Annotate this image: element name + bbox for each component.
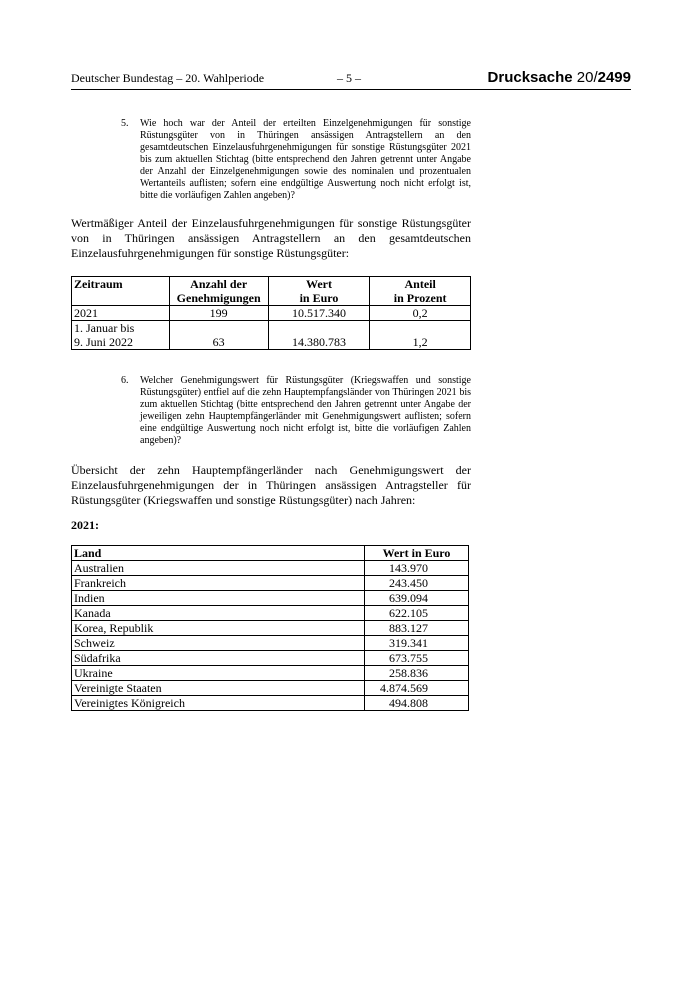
cell-wert: 622.105 <box>365 606 469 621</box>
table-row <box>72 321 471 350</box>
cell-zeitraum <box>72 321 170 350</box>
doc-label: Drucksache <box>487 69 573 86</box>
table-row <box>72 561 469 576</box>
share-table <box>71 276 471 350</box>
table-row <box>72 576 469 591</box>
col-wert-line1: Wert <box>305 277 332 291</box>
page-number: – 5 – <box>337 71 361 85</box>
table-row <box>72 651 469 666</box>
col-zeitraum: Zeitraum <box>72 277 170 306</box>
cell-land: Ukraine <box>72 666 365 681</box>
answer-6-text: Übersicht der zehn Hauptempfängerländer nach Genehmigungswert der Einzelausfuhrgenehmigungen der in Thüringen ansässigen Antragsteller für Rüstungsgüter (Kriegswaffen und sonstige Rüstungsgüter) nach Jahren: <box>71 463 471 507</box>
cell-zeitraum-line2: 9. Juni 2022 <box>74 335 134 349</box>
col-anzahl <box>169 277 268 306</box>
header-parliament: Deutscher Bundestag – 20. Wahlperiode <box>71 71 265 85</box>
cell-wert: 243.450 <box>365 576 469 591</box>
question-6-number: 6. <box>121 375 129 386</box>
col-anteil-line1: Anteil <box>404 277 436 291</box>
cell-zeitraum-line1: 1. Januar bis <box>74 321 135 335</box>
cell-land: Indien <box>72 591 365 606</box>
cell-land: Südafrika <box>72 651 365 666</box>
col-wert-in-euro: Wert in Euro <box>365 546 469 561</box>
doc-num-a: 20/ <box>576 69 598 86</box>
table-row <box>72 696 469 711</box>
cell-anteil: 1,2 <box>370 321 471 350</box>
year-heading: 2021: <box>71 518 99 532</box>
col-land: Land <box>72 546 365 561</box>
cell-wert: 319.341 <box>365 636 469 651</box>
col-anteil-line2: in Prozent <box>393 291 447 305</box>
col-wert-line2: in Euro <box>299 291 339 305</box>
cell-land: Vereinigtes Königreich <box>72 696 365 711</box>
question-6 <box>121 375 471 447</box>
cell-land: Frankreich <box>72 576 365 591</box>
cell-wert: 4.874.569 <box>365 681 469 696</box>
table-row <box>72 606 469 621</box>
cell-wert: 673.755 <box>365 651 469 666</box>
cell-wert: 14.380.783 <box>268 321 370 350</box>
col-anzahl-line1: Anzahl der <box>190 277 248 291</box>
cell-land: Vereinigte Staaten <box>72 681 365 696</box>
header-rule <box>71 89 631 90</box>
question-6-text: Welcher Genehmigungswert für Rüstungsgüter (Kriegswaffen und sonstige Rüstungsgüter) entfiel auf die zehn Hauptempfangsländer von Thüringen 2021 bis zum aktuellen Stichtag (bitte entsprechend den Jahren getrennt unter Angabe der jeweiligen zehn Hauptempfängerländer mit Genehmigungswert auflisten; sofern eine endgültige Auswertung noch nicht erfolgt ist, bitte die vorläufigen Zahlen angeben)? <box>140 375 471 446</box>
page-header <box>71 71 631 89</box>
table-row <box>72 591 469 606</box>
question-5-number: 5. <box>121 118 129 129</box>
cell-zeitraum: 2021 <box>72 306 170 321</box>
question-5-text: Wie hoch war der Anteil der erteilten Einzelgenehmigungen für sonstige Rüstungsgüter von in Thüringen ansässigen Antragstellern an den gesamtdeutschen Einzelausfuhrgenehmigungen für sonstige Rüstungsgüter 2021 bis zum aktuellen Stichtag (bitte entsprechend den Jahren getrennt unter Angabe der Anzahl der Einzelgenehmigungen sowie des nominalen und prozentualen Wertanteils auflisten; sofern eine endgültige Auswertung noch nicht erfolgt ist, bitte die vorläufigen Zahlen angeben)? <box>140 118 471 201</box>
cell-wert: 639.094 <box>365 591 469 606</box>
cell-anzahl: 63 <box>169 321 268 350</box>
cell-land: Australien <box>72 561 365 576</box>
cell-wert: 143.970 <box>365 561 469 576</box>
cell-land: Korea, Republik <box>72 621 365 636</box>
cell-wert: 494.808 <box>365 696 469 711</box>
table-row <box>72 636 469 651</box>
doc-num-b: 2499 <box>597 69 631 86</box>
table-row <box>72 621 469 636</box>
cell-wert: 883.127 <box>365 621 469 636</box>
document-number <box>488 69 631 86</box>
table-header-row <box>72 277 471 306</box>
cell-wert: 10.517.340 <box>268 306 370 321</box>
col-anzahl-line2: Genehmigungen <box>176 291 261 305</box>
table-row <box>72 681 469 696</box>
col-wert <box>268 277 370 306</box>
table-row <box>72 666 469 681</box>
cell-anzahl: 199 <box>169 306 268 321</box>
question-5 <box>121 118 471 202</box>
cell-land: Schweiz <box>72 636 365 651</box>
col-anteil <box>370 277 471 306</box>
table-row <box>72 306 471 321</box>
cell-land: Kanada <box>72 606 365 621</box>
recipient-countries-table <box>71 545 469 711</box>
answer-5-text: Wertmäßiger Anteil der Einzelausfuhrgenehmigungen für sonstige Rüstungsgüter von in Thüringen ansässigen Antragstellern an den gesamtdeutschen Einzelausfuhrgenehmigungen für sonstige Rüstungsgüter: <box>71 216 471 260</box>
table-header-row <box>72 546 469 561</box>
cell-wert: 258.836 <box>365 666 469 681</box>
cell-anteil: 0,2 <box>370 306 471 321</box>
